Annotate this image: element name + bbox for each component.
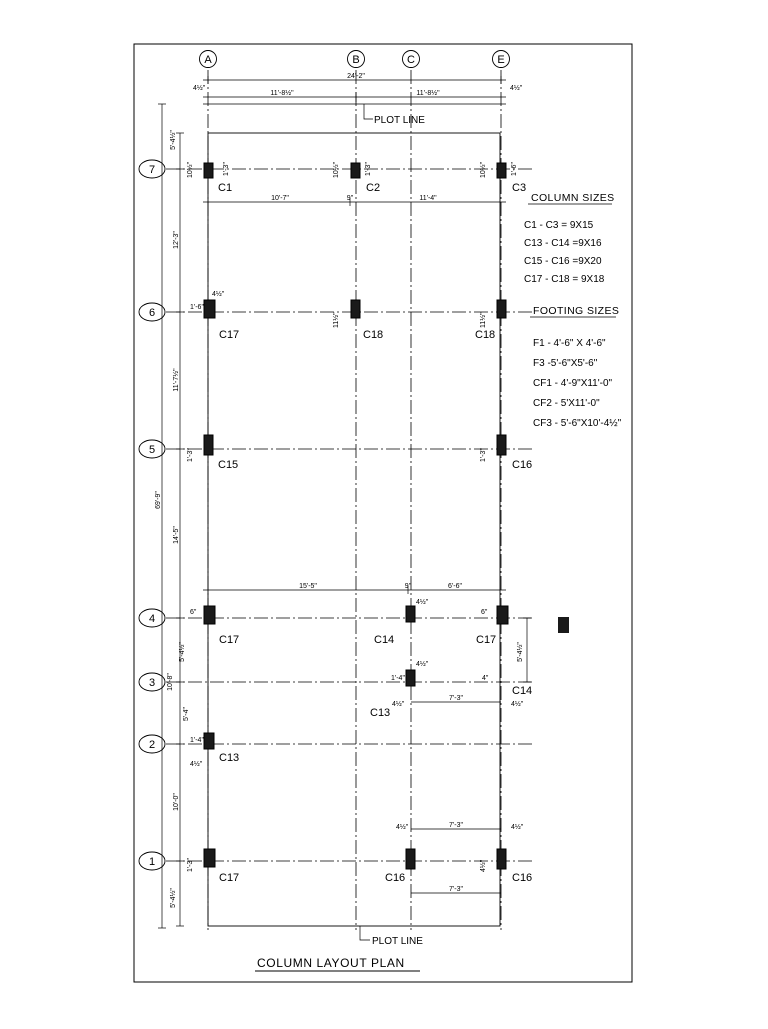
offset-c17-row6-top: 4½" xyxy=(212,291,225,298)
row-bubble-3 xyxy=(139,673,165,691)
row-bubble-5 xyxy=(139,440,165,458)
label-c17-row1: C17 xyxy=(219,872,240,884)
offset-c13-row3-left: 1'-4" xyxy=(391,675,405,682)
offset-c16-row5: 1'-3" xyxy=(480,448,487,462)
span-dimension-row1-bottom xyxy=(411,886,501,893)
svg-text:B: B xyxy=(352,54,360,66)
column-c1 xyxy=(204,163,213,178)
svg-text:4: 4 xyxy=(148,613,156,625)
footing-size-item: F3 -5'-6"X5'-6" xyxy=(533,358,598,369)
svg-text:C: C xyxy=(407,54,415,66)
offset-c16-row1-c-top: 4½" xyxy=(396,824,409,831)
svg-text:6'-6": 6'-6" xyxy=(448,583,462,590)
column-bubble-c xyxy=(403,51,420,68)
label-c2: C2 xyxy=(366,182,381,194)
offset-c15: 1'-3" xyxy=(187,448,194,462)
offset-c18-e: 11½" xyxy=(480,312,487,328)
offset-c17-row6-left: 1'-6" xyxy=(190,304,204,311)
svg-text:PLOT LINE: PLOT LINE xyxy=(374,115,425,126)
row4-span-dimensions xyxy=(203,583,506,594)
svg-text:5'-4½": 5'-4½" xyxy=(517,642,524,662)
offset-c14-row3-bottom: 4½" xyxy=(511,701,524,708)
right-side-dimension xyxy=(516,618,531,682)
column-c13-row2 xyxy=(204,733,214,749)
offset-c1: 10½" xyxy=(187,161,194,178)
offset-c2: 10½" xyxy=(333,161,340,178)
overall-width-dimension xyxy=(203,73,506,84)
row-bubble-6 xyxy=(139,303,165,321)
svg-text:7'-3": 7'-3" xyxy=(449,822,463,829)
offset-c16-row1-e: 4½" xyxy=(480,859,487,872)
label-c1: C1 xyxy=(218,182,233,194)
offset-c13-row2-bottom: 4½" xyxy=(190,761,203,768)
column-bubble-a xyxy=(200,51,217,68)
svg-text:6: 6 xyxy=(148,307,156,319)
offset-c14-row4-top: 4½" xyxy=(416,599,429,606)
column-sizes-notes xyxy=(524,192,615,285)
svg-text:5: 5 xyxy=(148,444,156,456)
svg-text:7'-3": 7'-3" xyxy=(449,886,463,893)
svg-text:11'-4": 11'-4" xyxy=(419,195,437,202)
svg-text:E: E xyxy=(497,54,505,66)
svg-text:9": 9" xyxy=(404,583,412,590)
label-c17-row6: C17 xyxy=(219,329,240,341)
footing-size-item: CF2 - 5'X11'-0" xyxy=(533,398,600,409)
row-bubble-1 xyxy=(139,852,165,870)
label-c17-row4-e: C17 xyxy=(476,634,497,646)
drawing-title xyxy=(255,956,420,971)
column-c17-row6 xyxy=(204,300,215,318)
legend-column-symbol xyxy=(558,617,569,633)
plot-line-label-top xyxy=(364,104,425,126)
plot-boundary xyxy=(208,133,500,926)
column-c16-row1-e xyxy=(497,849,506,869)
svg-text:2: 2 xyxy=(148,739,156,751)
row-bubble-2 xyxy=(139,735,165,753)
span-dimension-row1-top xyxy=(411,822,501,829)
dim-left-1: 5'-4½" xyxy=(170,130,177,150)
dim-left-5: 5'-4½" xyxy=(179,642,186,662)
svg-text:3: 3 xyxy=(148,677,156,689)
plot-line-label-bottom xyxy=(360,926,423,947)
svg-text:7: 7 xyxy=(148,164,156,176)
column-size-item: C1 - C3 = 9X15 xyxy=(524,220,594,231)
column-sizes-heading: COLUMN SIZES xyxy=(531,192,615,204)
column-c16-row5 xyxy=(497,435,506,455)
column-c17-row4-e xyxy=(497,606,508,624)
column-size-item: C15 - C16 =9X20 xyxy=(524,256,602,267)
offset-c1-right: 1'-3" xyxy=(223,162,230,176)
svg-text:11'-8½": 11'-8½" xyxy=(270,90,294,97)
offset-c13-row3-top: 4½" xyxy=(416,661,429,668)
span-dimension-row3 xyxy=(411,695,501,702)
offset-c2-right: 1'-3" xyxy=(365,162,372,176)
column-c13-row3 xyxy=(406,670,415,686)
row7-span-dimensions xyxy=(203,195,506,206)
svg-text:COLUMN LAYOUT PLAN: COLUMN LAYOUT PLAN xyxy=(257,956,405,970)
column-c17-row4-a xyxy=(204,606,215,624)
offset-c18-b: 11½" xyxy=(333,312,340,328)
row-bubble-7 xyxy=(139,160,165,178)
column-c2 xyxy=(351,163,360,178)
offset-c16-row1-e-top: 4½" xyxy=(511,824,524,831)
label-c18-row6-b: C18 xyxy=(363,329,384,341)
column-c3 xyxy=(497,163,506,178)
label-c18-row6-e: C18 xyxy=(475,329,496,341)
svg-text:9": 9" xyxy=(346,195,354,202)
footing-sizes-notes xyxy=(530,305,622,429)
label-c16-row1-e: C16 xyxy=(512,872,533,884)
svg-text:24'-2": 24'-2" xyxy=(347,73,365,80)
svg-text:11'-8½": 11'-8½" xyxy=(416,90,440,97)
column-c16-row1-c xyxy=(406,849,415,869)
offset-c3: 10½" xyxy=(480,161,487,178)
dim-left-4: 14'-5" xyxy=(173,526,180,544)
svg-text:7'-3": 7'-3" xyxy=(449,695,463,702)
dim-top-right-offset: 4½" xyxy=(510,85,523,92)
svg-text:A: A xyxy=(204,54,212,66)
sheet-border xyxy=(134,44,632,982)
svg-text:1: 1 xyxy=(148,856,156,868)
offset-c13-row3-bottom: 4½" xyxy=(392,701,405,708)
dim-overall-height: 69'-9" xyxy=(155,491,162,509)
dim-left-3: 11'-7½" xyxy=(173,368,180,392)
offset-c3-right: 1'-6" xyxy=(511,162,518,176)
label-c13-row2: C13 xyxy=(219,752,240,764)
column-size-item: C17 - C18 = 9X18 xyxy=(524,274,605,285)
label-c16-row1-c: C16 xyxy=(385,872,406,884)
svg-text:PLOT LINE: PLOT LINE xyxy=(372,936,423,947)
column-c14-row4 xyxy=(406,606,415,622)
svg-text:10'-7": 10'-7" xyxy=(271,195,289,202)
dim-left-9: 5'-4½" xyxy=(170,888,177,908)
half-width-dimensions xyxy=(203,89,506,102)
dim-left-6: 10'-8" xyxy=(167,673,174,691)
column-c15 xyxy=(204,435,213,455)
footing-size-item: CF3 - 5'-6"X10'-4½" xyxy=(533,418,622,429)
offset-c13-row2-left: 1'-4" xyxy=(190,737,204,744)
column-c17-row1 xyxy=(204,849,215,867)
footing-sizes-heading: FOOTING SIZES xyxy=(533,305,620,317)
dim-left-7: 5'-4" xyxy=(183,707,190,721)
dim-left-8: 10'-0" xyxy=(173,793,180,811)
dim-left-2: 12'-3" xyxy=(173,231,180,249)
svg-text:15'-5": 15'-5" xyxy=(299,583,317,590)
column-c18-row6-b xyxy=(351,300,360,318)
label-c13-row3: C13 xyxy=(370,707,391,719)
offset-c17-row1: 1'-3" xyxy=(187,858,194,872)
column-bubble-e xyxy=(493,51,510,68)
label-c3: C3 xyxy=(512,182,527,194)
label-c17-row4-a: C17 xyxy=(219,634,240,646)
offset-c14-row3-left: 4" xyxy=(482,675,489,682)
label-c14-row3: C14 xyxy=(512,685,533,697)
column-c18-row6-e xyxy=(497,300,506,318)
offset-c17-row4-left: 6" xyxy=(190,609,197,616)
column-size-item: C13 - C14 =9X16 xyxy=(524,238,602,249)
footing-size-item: F1 - 4'-6" X 4'-6" xyxy=(533,338,606,349)
row-bubble-4 xyxy=(139,609,165,627)
column-bubble-b xyxy=(348,51,365,68)
dim-top-left-offset: 4½" xyxy=(193,85,206,92)
label-c16-row5: C16 xyxy=(512,459,533,471)
offset-c17-row4-e: 6" xyxy=(481,609,488,616)
label-c15: C15 xyxy=(218,459,239,471)
label-c14-row4: C14 xyxy=(374,634,395,646)
footing-size-item: CF1 - 4'-9"X11'-0" xyxy=(533,378,613,389)
